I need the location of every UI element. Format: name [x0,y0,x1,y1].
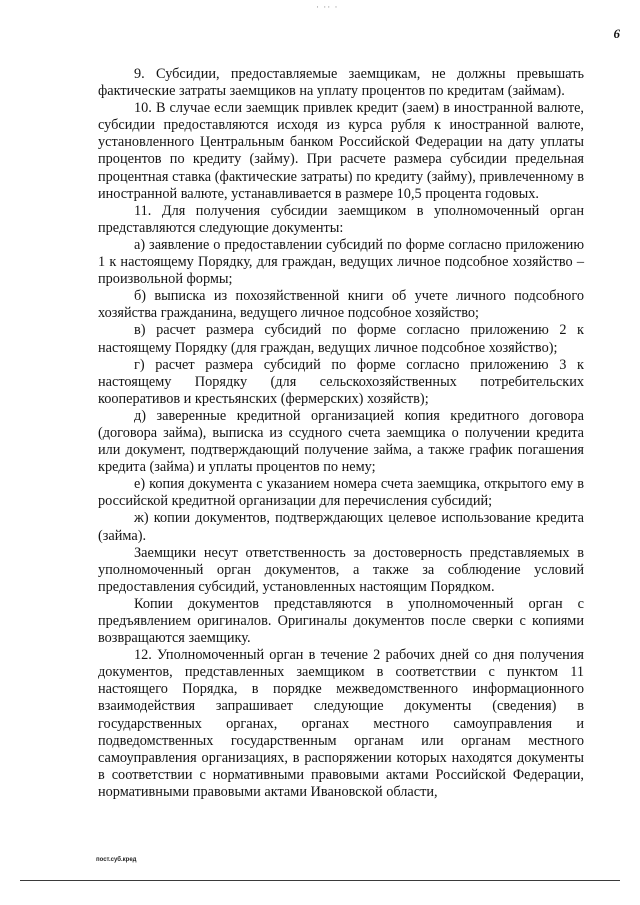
list-item-d: д) заверенные кредитной организацией копия кредитного договора (договора займа), выписка из ссудного счета заемщика о получении кредита или документ, подтверждающий получение займа, а также график погашения кредита (займа) и уплаты процентов по нему; [98,407,584,476]
copies-paragraph: Копии документов представляются в уполномоченный орган с предъявлением оригиналов. Оригиналы документов после сверки с копиями возвращаются заемщику. [98,595,584,647]
list-item-g: г) расчет размера субсидий по форме согласно приложению 3 к настоящему Порядку (для сельскохозяйственных потребительских кооперативов и крестьянских (фермерских) хозяйств); [98,356,584,407]
paragraph-11: 11. Для получения субсидии заемщиком в уполномоченный орган представляются следующие документы: [98,202,584,236]
paragraph-10: 10. В случае если заемщик привлек кредит (заем) в иностранной валюте, субсидии предоставляются исходя из курса рубля к иностранной валюте, установленного Центральным банком Российской Федерации на дату уплаты процентов по кредиту (займу). При расчете размера субсидии предельная процентная ставка (фактические затраты) по кредиту (займу), привлеченному в иностранной валюте, устанавливается в размере 10,5 процента годовых. [98,100,584,202]
paragraph-9: 9. Субсидии, предоставляемые заемщикам, не должны превышать фактические затраты заемщиков на уплату процентов по кредитам (займам). [98,66,584,100]
paragraph-12: 12. Уполномоченный орган в течение 2 рабочих дней со дня получения документов, представленных заемщиком в соответствии с пунктом 11 настоящего Порядка, в порядке межведомственного информационного взаимодействия запрашивает следующие документы (сведения) в государственных органах, органах местного самоуправления и подведомственных государственным органам или органам местного самоуправления организациях, в распоряжении которых находятся документы в соответствии с нормативными правовыми актами Российской Федерации, нормативными правовыми актами Ивановской области, [98,647,584,800]
page-number: 6 [613,26,620,41]
responsibility-paragraph: Заемщики несут ответственность за достоверность представляемых в уполномоченный орган документов, а также за соблюдение условий предоставления субсидий, установленных настоящим Порядком. [98,544,584,595]
list-item-v: в) расчет размера субсидий по форме согласно приложению 2 к настоящему Порядку (для граждан, ведущих личное подсобное хозяйство); [98,322,584,356]
footer-file-code: пост.суб.кред [96,857,137,863]
page-bottom-divider [20,880,620,881]
list-item-b: б) выписка из похозяйственной книги об учете личного подсобного хозяйства гражданина, ведущего личное подсобное хозяйство; [98,288,584,322]
list-item-zh: ж) копии документов, подтверждающих целевое использование кредита (займа). [98,510,584,544]
list-item-e: е) копия документа с указанием номера счета заемщика, открытого ему в российской кредитной организации для перечисления субсидий; [98,476,584,510]
list-item-a: а) заявление о предоставлении субсидий по форме согласно приложению 1 к настоящему Порядку, для граждан, ведущих личное подсобное хозяйство – произвольной формы; [98,236,584,288]
scan-mark: · ·· · [316,2,339,12]
document-body [98,66,584,801]
